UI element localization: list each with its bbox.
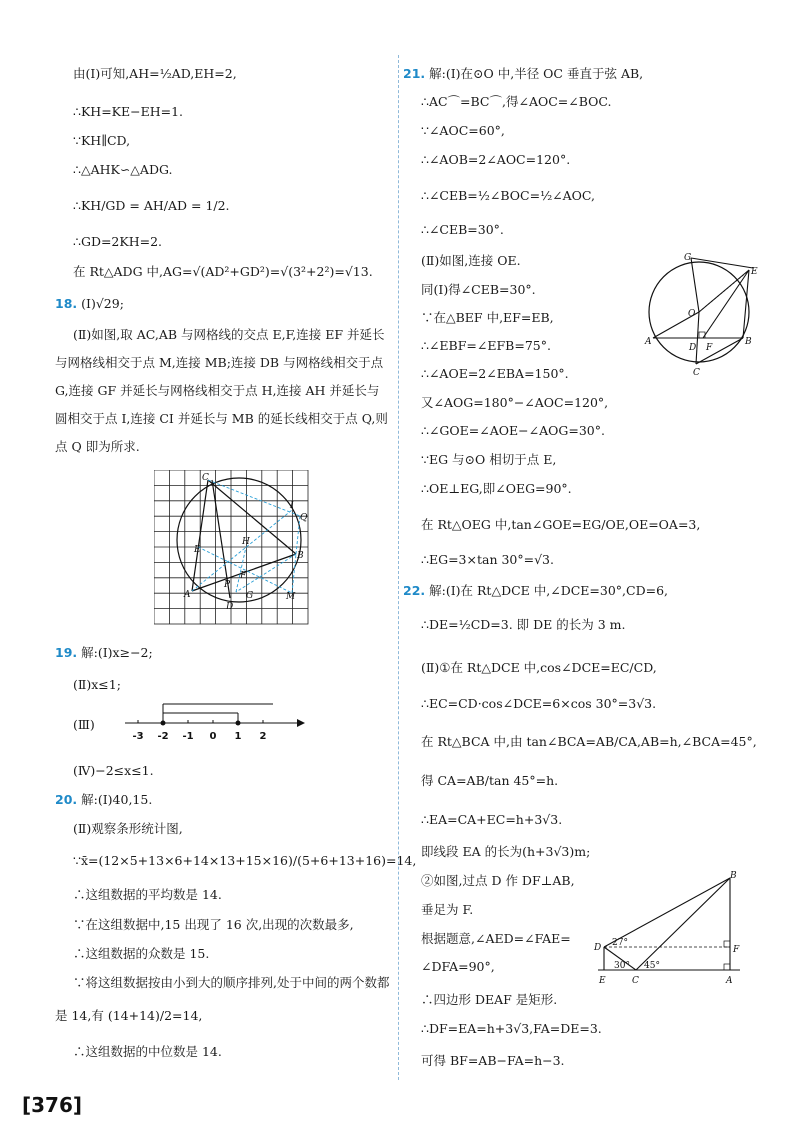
text-line: 解:(Ⅰ)x≥−2; [81,645,153,660]
text-line: ∴OE⊥EG,即∠OEG=90°. [421,481,572,496]
question-21 [403,66,643,82]
label-a: A [645,337,652,347]
text-line: ∵KH∥CD, [73,133,131,148]
text-line: ∴∠CEB=½∠BOC=½∠AOC, [421,188,596,203]
label-a: A [726,976,733,986]
question-number: 18. [55,296,78,311]
text-line: (Ⅱ)如图,连接 OE. [421,253,521,268]
text-line: ∴∠CEB=30°. [421,222,504,237]
text-line: 又∠AOG=180°−∠AOC=120°, [421,395,609,410]
column-divider [398,55,399,1080]
text-line: 得 CA=AB/tan 45°=h. [421,773,559,788]
label-e: E [194,545,201,555]
text-line: 圆相交于点 I,连接 CI 并延长与 MB 的延长线相交于点 Q,则 [55,411,388,426]
label-i: I [290,501,294,511]
question-number: 19. [55,645,78,660]
tick-label: -1 [182,731,194,742]
text-line: (Ⅲ) [73,717,95,732]
text-line: ∴∠AOB=2∠AOC=120°. [421,152,571,167]
text-line: ∵在△BEF 中,EF=EB, [421,310,554,325]
angle-27: 27° [612,938,628,948]
text-line: G,连接 GF 并延长与网格线相交于点 H,连接 AH 并延长与 [55,383,380,398]
text-line: ∴这组数据的中位数是 14. [73,1044,222,1059]
question-22 [403,583,668,599]
text-line: 解:(Ⅰ)在⊙O 中,半径 OC 垂直于弦 AB, [429,66,644,81]
text-line: 点 Q 即为所求. [55,439,140,454]
grid-circle-figure [154,470,309,630]
text-line: (Ⅰ)√29; [81,296,124,311]
slope-figure [588,870,743,990]
text-line: ∴∠AOE=2∠EBA=150°. [421,366,569,381]
text-line: ∵x̄=(12×5+13×6+14×13+15×16)/(5+6+13+16)=14, [73,853,417,868]
text-line: ∴∠EBF=∠EFB=75°. [421,338,551,353]
text-line: (Ⅱ)x≤1; [73,677,121,692]
label-f: F [240,571,247,581]
label-c: C [202,473,209,483]
text-line: ∴KH/GD = AH/AD = 1/2. [73,198,230,213]
text-line: 同(Ⅰ)得∠CEB=30°. [421,282,536,297]
text-line: ∴DF=EA=h+3√3,FA=DE=3. [421,1021,602,1036]
question-number: 21. [403,66,426,81]
label-d: D [594,943,602,953]
label-b: B [730,871,737,881]
label-f: F [733,945,740,955]
text-line: 垂足为 F. [421,902,474,917]
text-line: ∵在这组数据中,15 出现了 16 次,出现的次数最多, [73,917,354,932]
text-line: 在 Rt△OEG 中,tan∠GOE=EG/OE,OE=OA=3, [421,517,701,532]
text-line: ∴EC=CD·cos∠DCE=6×cos 30°=3√3. [421,696,657,711]
question-number: 20. [55,792,78,807]
label-a: A [184,590,191,600]
label-q: Q [300,513,308,523]
text-line: ∴△AHK∽△ADG. [73,162,173,177]
label-b: B [297,551,304,561]
number-line [125,703,365,743]
text-line: 在 Rt△BCA 中,由 tan∠BCA=AB/CA,AB=h,∠BCA=45°, [421,734,757,749]
text-line: ∵将这组数据按由小到大的顺序排列,处于中间的两个数都 [73,975,390,990]
text-line: ∴KH=KE−EH=1. [73,104,184,119]
label-c: C [632,976,639,986]
text-line: (Ⅱ)观察条形统计图, [73,821,183,836]
text-line: ∵EG 与⊙O 相切于点 E, [421,452,557,467]
label-g: G [684,253,692,263]
tick-label: 0 [209,731,217,742]
question-18 [55,296,124,312]
label-e: E [751,267,758,277]
label-m: M [286,592,296,602]
text-line: ②如图,过点 D 作 DF⊥AB, [421,873,575,888]
text-line: ∴AC⌒=BC⌒,得∠AOC=∠BOC. [421,94,612,109]
label-d: D [689,343,697,353]
text-line: (Ⅳ)−2≤x≤1. [73,763,154,778]
label-g: G [246,591,254,601]
text-line: 可得 BF=AB−FA=h−3. [421,1053,565,1068]
text-line: ∵∠AOC=60°, [421,123,505,138]
label-e: E [599,976,606,986]
text-line: (Ⅱ)如图,取 AC,AB 与网格线的交点 E,F,连接 EF 并延长 [73,327,385,342]
text-line: ∴EG=3×tan 30°=√3. [421,552,554,567]
text-line: (Ⅱ)①在 Rt△DCE 中,cos∠DCE=EC/CD, [421,660,657,675]
text-line: ∴这组数据的平均数是 14. [73,887,222,902]
text-line: ∴∠GOE=∠AOE−∠AOG=30°. [421,423,605,438]
tick-label: -2 [157,731,169,742]
text-line: ∴这组数据的众数是 15. [73,946,210,961]
page-number: [376] [22,1093,83,1117]
label-f: F [706,343,713,353]
text-line: ∴四边形 DEAF 是矩形. [421,992,558,1007]
text-line: ∠DFA=90°, [421,959,495,974]
text-line: ∴EA=CA+EC=h+3√3. [421,812,563,827]
text-line: 即线段 EA 的长为(h+3√3)m; [421,844,591,859]
label-h: H [242,537,250,547]
angle-45: 45° [644,961,660,971]
text-line: 与网格线相交于点 M,连接 MB;连接 DB 与网格线相交于点 [55,355,384,370]
text-line: 由(Ⅰ)可知,AH=½AD,EH=2, [73,66,237,81]
circle-tangent-figure [643,248,793,378]
tick-label: 1 [234,731,242,742]
label-o: O [688,309,696,319]
text-line: 在 Rt△ADG 中,AG=√(AD²+GD²)=√(3²+2²)=√13. [73,264,373,279]
question-19 [55,645,153,661]
label-b: B [745,337,752,347]
text-line: 解:(Ⅰ)40,15. [81,792,153,807]
question-20 [55,792,152,808]
text-line: 解:(Ⅰ)在 Rt△DCE 中,∠DCE=30°,CD=6, [429,583,668,598]
text-line: 根据题意,∠AED=∠FAE= [421,931,571,946]
text-line: ∴DE=½CD=3. 即 DE 的长为 3 m. [421,617,626,632]
text-line: 是 14,有 (14+14)/2=14, [55,1008,203,1023]
label-p: P [224,580,231,590]
tick-label: 2 [259,731,267,742]
text-line: ∴GD=2KH=2. [73,234,163,249]
label-c: C [693,368,700,378]
question-number: 22. [403,583,426,598]
angle-30: 30° [614,961,630,971]
label-d: D [226,602,234,612]
tick-label: -3 [132,731,144,742]
